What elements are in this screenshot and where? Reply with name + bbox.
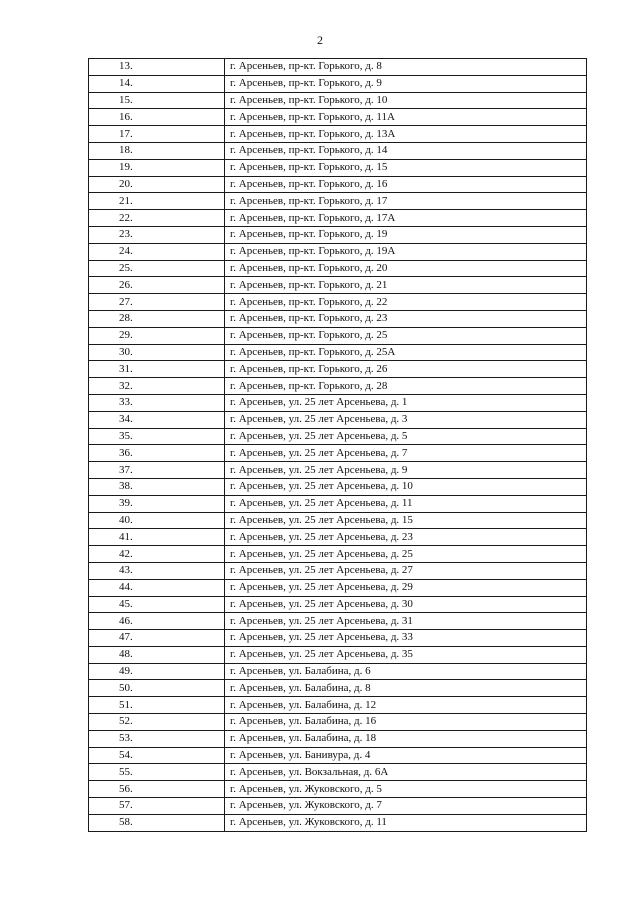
- table-row: [89, 294, 587, 311]
- row-number-cell: 20.: [89, 176, 225, 193]
- address-cell: г. Арсеньев, ул. 25 лет Арсеньева, д. 27: [225, 562, 587, 579]
- row-number-cell: 35.: [89, 428, 225, 445]
- table-row: [89, 714, 587, 731]
- address-cell: г. Арсеньев, пр-кт. Горького, д. 17А: [225, 210, 587, 227]
- address-cell: г. Арсеньев, пр-кт. Горького, д. 17: [225, 193, 587, 210]
- address-cell: г. Арсеньев, ул. 25 лет Арсеньева, д. 1: [225, 394, 587, 411]
- row-number-cell: 58.: [89, 814, 225, 831]
- table-row: [89, 176, 587, 193]
- row-number-cell: 25.: [89, 260, 225, 277]
- table-row: [89, 462, 587, 479]
- address-cell: г. Арсеньев, ул. 25 лет Арсеньева, д. 3: [225, 411, 587, 428]
- address-cell: г. Арсеньев, ул. Жуковского, д. 7: [225, 798, 587, 815]
- row-number-cell: 26.: [89, 277, 225, 294]
- row-number-cell: 21.: [89, 193, 225, 210]
- row-number-cell: 28.: [89, 310, 225, 327]
- address-cell: г. Арсеньев, пр-кт. Горького, д. 9: [225, 75, 587, 92]
- row-number-cell: 29.: [89, 327, 225, 344]
- row-number-cell: 43.: [89, 562, 225, 579]
- row-number-cell: 44.: [89, 579, 225, 596]
- row-number-cell: 22.: [89, 210, 225, 227]
- address-cell: г. Арсеньев, ул. Балабина, д. 6: [225, 663, 587, 680]
- address-cell: г. Арсеньев, пр-кт. Горького, д. 25А: [225, 344, 587, 361]
- row-number-cell: 24.: [89, 243, 225, 260]
- row-number-cell: 23.: [89, 226, 225, 243]
- address-cell: г. Арсеньев, ул. 25 лет Арсеньева, д. 29: [225, 579, 587, 596]
- address-cell: г. Арсеньев, ул. Жуковского, д. 11: [225, 814, 587, 831]
- table-row: [89, 378, 587, 395]
- address-cell: г. Арсеньев, ул. Вокзальная, д. 6А: [225, 764, 587, 781]
- table-row: [89, 764, 587, 781]
- address-cell: г. Арсеньев, пр-кт. Горького, д. 19: [225, 226, 587, 243]
- table-row: [89, 478, 587, 495]
- address-cell: г. Арсеньев, пр-кт. Горького, д. 14: [225, 142, 587, 159]
- table-row: [89, 798, 587, 815]
- address-cell: г. Арсеньев, пр-кт. Горького, д. 8: [225, 59, 587, 76]
- row-number-cell: 48.: [89, 646, 225, 663]
- table-row: [89, 361, 587, 378]
- table-row: [89, 193, 587, 210]
- row-number-cell: 36.: [89, 445, 225, 462]
- row-number-cell: 38.: [89, 478, 225, 495]
- row-number-cell: 32.: [89, 378, 225, 395]
- address-cell: г. Арсеньев, ул. 25 лет Арсеньева, д. 35: [225, 646, 587, 663]
- table-row: [89, 747, 587, 764]
- address-cell: г. Арсеньев, пр-кт. Горького, д. 28: [225, 378, 587, 395]
- table-row: [89, 260, 587, 277]
- row-number-cell: 40.: [89, 512, 225, 529]
- address-cell: г. Арсеньев, пр-кт. Горького, д. 16: [225, 176, 587, 193]
- table-row: [89, 512, 587, 529]
- address-cell: г. Арсеньев, пр-кт. Горького, д. 21: [225, 277, 587, 294]
- table-row: [89, 814, 587, 831]
- address-cell: г. Арсеньев, ул. Балабина, д. 8: [225, 680, 587, 697]
- address-cell: г. Арсеньев, ул. 25 лет Арсеньева, д. 30: [225, 596, 587, 613]
- row-number-cell: 16.: [89, 109, 225, 126]
- table-row: [89, 277, 587, 294]
- address-cell: г. Арсеньев, ул. 25 лет Арсеньева, д. 31: [225, 613, 587, 630]
- table-row: [89, 495, 587, 512]
- row-number-cell: 18.: [89, 142, 225, 159]
- table-row: [89, 109, 587, 126]
- row-number-cell: 15.: [89, 92, 225, 109]
- address-cell: г. Арсеньев, ул. Балабина, д. 16: [225, 714, 587, 731]
- address-cell: г. Арсеньев, пр-кт. Горького, д. 25: [225, 327, 587, 344]
- address-cell: г. Арсеньев, ул. Банивура, д. 4: [225, 747, 587, 764]
- address-cell: г. Арсеньев, пр-кт. Горького, д. 19А: [225, 243, 587, 260]
- table-row: [89, 562, 587, 579]
- row-number-cell: 53.: [89, 730, 225, 747]
- row-number-cell: 55.: [89, 764, 225, 781]
- address-cell: г. Арсеньев, пр-кт. Горького, д. 15: [225, 159, 587, 176]
- table-row: [89, 310, 587, 327]
- table-row: [89, 327, 587, 344]
- row-number-cell: 17.: [89, 126, 225, 143]
- address-cell: г. Арсеньев, ул. 25 лет Арсеньева, д. 7: [225, 445, 587, 462]
- address-cell: г. Арсеньев, ул. 25 лет Арсеньева, д. 5: [225, 428, 587, 445]
- row-number-cell: 46.: [89, 613, 225, 630]
- row-number-cell: 49.: [89, 663, 225, 680]
- address-cell: г. Арсеньев, ул. 25 лет Арсеньева, д. 23: [225, 529, 587, 546]
- table-row: [89, 546, 587, 563]
- address-cell: г. Арсеньев, пр-кт. Горького, д. 20: [225, 260, 587, 277]
- address-cell: г. Арсеньев, ул. 25 лет Арсеньева, д. 11: [225, 495, 587, 512]
- table-row: [89, 781, 587, 798]
- table-row: [89, 730, 587, 747]
- row-number-cell: 34.: [89, 411, 225, 428]
- table-row: [89, 697, 587, 714]
- table-row: [89, 126, 587, 143]
- address-cell: г. Арсеньев, пр-кт. Горького, д. 10: [225, 92, 587, 109]
- table-row: [89, 411, 587, 428]
- address-cell: г. Арсеньев, ул. Жуковского, д. 5: [225, 781, 587, 798]
- row-number-cell: 52.: [89, 714, 225, 731]
- address-cell: г. Арсеньев, ул. 25 лет Арсеньева, д. 33: [225, 630, 587, 647]
- row-number-cell: 37.: [89, 462, 225, 479]
- row-number-cell: 54.: [89, 747, 225, 764]
- table-row: [89, 428, 587, 445]
- address-cell: г. Арсеньев, пр-кт. Горького, д. 13А: [225, 126, 587, 143]
- table-row: [89, 529, 587, 546]
- row-number-cell: 45.: [89, 596, 225, 613]
- table-row: [89, 663, 587, 680]
- row-number-cell: 51.: [89, 697, 225, 714]
- row-number-cell: 31.: [89, 361, 225, 378]
- table-row: [89, 210, 587, 227]
- table-row: [89, 630, 587, 647]
- table-row: [89, 59, 587, 76]
- row-number-cell: 14.: [89, 75, 225, 92]
- address-cell: г. Арсеньев, ул. 25 лет Арсеньева, д. 25: [225, 546, 587, 563]
- address-cell: г. Арсеньев, ул. 25 лет Арсеньева, д. 10: [225, 478, 587, 495]
- table-row: [89, 344, 587, 361]
- address-table-body: [89, 59, 587, 832]
- table-row: [89, 394, 587, 411]
- table-row: [89, 596, 587, 613]
- table-row: [89, 92, 587, 109]
- table-row: [89, 445, 587, 462]
- row-number-cell: 30.: [89, 344, 225, 361]
- address-cell: г. Арсеньев, пр-кт. Горького, д. 22: [225, 294, 587, 311]
- row-number-cell: 19.: [89, 159, 225, 176]
- row-number-cell: 42.: [89, 546, 225, 563]
- table-row: [89, 613, 587, 630]
- row-number-cell: 13.: [89, 59, 225, 76]
- address-table: [88, 58, 587, 832]
- table-row: [89, 680, 587, 697]
- page-number: 2: [317, 33, 323, 47]
- address-cell: г. Арсеньев, пр-кт. Горького, д. 26: [225, 361, 587, 378]
- table-row: [89, 646, 587, 663]
- table-row: [89, 142, 587, 159]
- table-row: [89, 75, 587, 92]
- row-number-cell: 39.: [89, 495, 225, 512]
- row-number-cell: 56.: [89, 781, 225, 798]
- address-cell: г. Арсеньев, пр-кт. Горького, д. 11А: [225, 109, 587, 126]
- table-row: [89, 579, 587, 596]
- row-number-cell: 33.: [89, 394, 225, 411]
- table-row: [89, 243, 587, 260]
- table-row: [89, 159, 587, 176]
- row-number-cell: 27.: [89, 294, 225, 311]
- row-number-cell: 50.: [89, 680, 225, 697]
- row-number-cell: 47.: [89, 630, 225, 647]
- address-cell: г. Арсеньев, пр-кт. Горького, д. 23: [225, 310, 587, 327]
- row-number-cell: 41.: [89, 529, 225, 546]
- address-cell: г. Арсеньев, ул. 25 лет Арсеньева, д. 9: [225, 462, 587, 479]
- table-row: [89, 226, 587, 243]
- address-cell: г. Арсеньев, ул. Балабина, д. 18: [225, 730, 587, 747]
- address-cell: г. Арсеньев, ул. Балабина, д. 12: [225, 697, 587, 714]
- address-cell: г. Арсеньев, ул. 25 лет Арсеньева, д. 15: [225, 512, 587, 529]
- row-number-cell: 57.: [89, 798, 225, 815]
